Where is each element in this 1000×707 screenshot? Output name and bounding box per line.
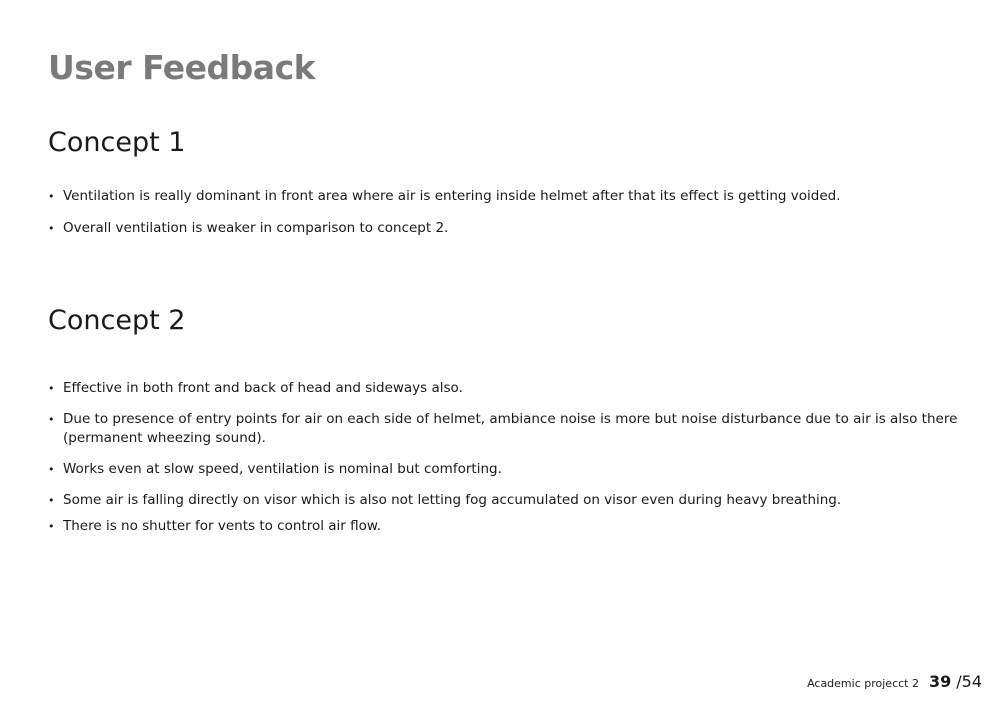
page-number-total: /54: [956, 672, 982, 691]
page-footer: [807, 672, 982, 691]
concept-2-heading: Concept 2: [48, 305, 186, 336]
concept-2-feedback-item: • Works even at slow speed, ventilation is nominal but comforting.: [48, 460, 958, 479]
page-title: User Feedback: [48, 48, 316, 87]
footer-project-label: Academic projecct 2: [807, 677, 919, 690]
concept-2-feedback-item: • Due to presence of entry points for air on each side of helmet, ambiance noise is more but noise disturbance due to air is also there (permanent wheezing sound).: [48, 410, 958, 448]
concept-2-feedback-item: • Effective in both front and back of head and sideways also.: [48, 379, 958, 398]
concept-1-feedback-item: • Ventilation is really dominant in front area where air is entering inside helmet after that its effect is getting voided.: [48, 187, 958, 206]
concept-2-feedback-list: [48, 379, 958, 548]
concept-1-heading: Concept 1: [48, 127, 186, 158]
concept-1-feedback-item: • Overall ventilation is weaker in comparison to concept 2.: [48, 219, 958, 238]
concept-1-feedback-list: [48, 187, 958, 251]
concept-2-feedback-item: • Some air is falling directly on visor which is also not letting fog accumulated on visor even during heavy breathing.: [48, 491, 958, 510]
page-number-current: 39: [928, 672, 952, 691]
concept-2-feedback-item: • There is no shutter for vents to control air flow.: [48, 517, 958, 536]
